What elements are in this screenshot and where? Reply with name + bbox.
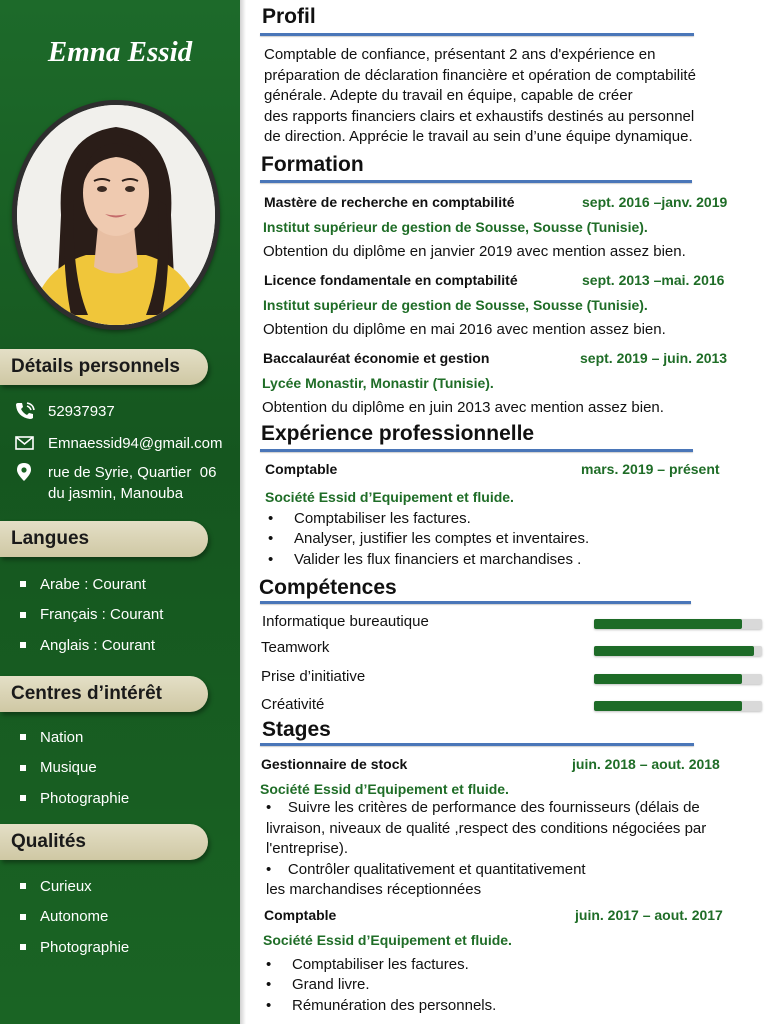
skill-label: Créativité: [261, 696, 325, 713]
skill-bar: [594, 701, 762, 711]
skill-label: Teamwork: [261, 639, 330, 656]
list-item: Anglais : Courant: [20, 630, 163, 661]
stage-company: Société Essid d’Equipement et fluide.: [260, 781, 509, 797]
experience-company: Société Essid d’Equipement et fluide.: [265, 489, 514, 505]
sidebar-shadow: [240, 0, 246, 1024]
degree-dates: sept. 2016 –janv. 2019: [582, 194, 728, 210]
degree-dates: sept. 2019 – juin. 2013: [580, 350, 728, 366]
institution: Institut supérieur de gestion de Sousse, Sousse (Tunisie).: [263, 297, 648, 313]
main-content: [252, 0, 762, 1024]
skill-bar-fill: [594, 619, 742, 629]
experience-role: Comptable: [265, 461, 338, 477]
stage-dates: juin. 2018 – aout. 2018: [572, 756, 720, 772]
degree-note: Obtention du diplôme en janvier 2019 avec mention assez bien.: [263, 243, 686, 260]
experience-heading: Expérience professionnelle: [261, 422, 535, 445]
skill-bar-fill: [594, 646, 754, 656]
list-item: Curieux: [20, 871, 129, 902]
interests-heading: Centres d’intérêt: [0, 676, 208, 712]
skill-bar-fill: [594, 674, 742, 684]
list-item: • Grand livre.: [266, 976, 370, 994]
email-address[interactable]: Emnaessid94@gmail.com: [48, 435, 223, 452]
institution: Lycée Monastir, Monastir (Tunisie).: [262, 375, 494, 391]
qualities-heading: Qualités: [0, 824, 208, 860]
skill-bar-fill: [594, 701, 742, 711]
list-item: Français : Courant: [20, 600, 163, 631]
address-line-2: du jasmin, Manouba: [48, 485, 184, 502]
stage-tasks: [262, 954, 496, 1016]
address-line-1: rue de Syrie, Quartier 06: [48, 464, 217, 481]
languages-heading: Langues: [0, 521, 208, 557]
stage-role: Gestionnaire de stock: [261, 756, 408, 772]
interests-list: [20, 722, 129, 814]
list-item: Arabe : Courant: [20, 569, 163, 600]
degree-title: Baccalauréat économie et gestion: [263, 350, 490, 366]
skill-label: Informatique bureautique: [262, 613, 429, 630]
section-rule: [260, 743, 694, 746]
profile-photo: [17, 105, 215, 325]
experience-dates: mars. 2019 – présent: [581, 461, 720, 477]
candidate-name: Emna Essid: [47, 36, 193, 68]
stage-dates: juin. 2017 – aout. 2017: [575, 907, 723, 923]
degree-dates: sept. 2013 –mai. 2016: [582, 272, 725, 288]
phone-icon: [14, 401, 36, 421]
profil-heading: Profil: [262, 5, 316, 28]
stage-company: Société Essid d’Equipement et fluide.: [263, 932, 512, 948]
formation-heading: Formation: [261, 153, 364, 176]
address: [48, 462, 216, 504]
address-row: [14, 462, 216, 504]
list-item: • Valider les flux financiers et marchandises .: [268, 550, 582, 568]
experience-tasks: [264, 508, 589, 570]
section-rule: [260, 601, 691, 604]
personal-details-heading: Détails personnels: [0, 349, 208, 385]
stages-heading: Stages: [262, 718, 331, 741]
degree-note: Obtention du diplôme en mai 2016 avec mention assez bien.: [263, 321, 666, 338]
list-item: Nation: [20, 722, 129, 753]
section-rule: [260, 180, 692, 183]
location-icon: [14, 462, 36, 482]
languages-list: [20, 569, 163, 661]
email-icon: [14, 433, 36, 453]
list-item: Autonome: [20, 902, 129, 933]
list-item: • Analyser, justifier les comptes et inventaires.: [268, 530, 590, 548]
profil-text: Comptable de confiance, présentant 2 ans d'expérience en préparation de déclaration financière et opération de comptabilité générale. Adepte du travail en équipe, capable de créer des rapports financiers clairs et exhaustifs destinés au personnel de direction. Apprécie le travail au sein d’une équipe dynamique.: [264, 46, 696, 145]
skill-bar: [594, 646, 762, 656]
phone-row: [14, 401, 115, 422]
stage-description: • Suivre les critères de performance des fournisseurs (délais de livraison, niveaux de qualité ,respect des conditions négociées par l'entreprise). • Contrôler qualitativement et quantitativement les marchandises réceptionnées: [266, 799, 707, 898]
institution: Institut supérieur de gestion de Sousse, Sousse (Tunisie).: [263, 219, 648, 235]
section-rule: [260, 449, 693, 452]
skill-bar: [594, 619, 762, 629]
email-row: [14, 433, 222, 454]
stage-role: Comptable: [264, 907, 337, 923]
list-item: • Comptabiliser les factures.: [266, 955, 469, 973]
sidebar: [0, 0, 240, 1024]
degree-title: Mastère de recherche en comptabilité: [264, 194, 515, 210]
skill-bar: [594, 674, 762, 684]
section-rule: [260, 33, 694, 36]
qualities-list: [20, 871, 129, 963]
list-item: • Rémunération des personnels.: [266, 996, 497, 1014]
list-item: Photographie: [20, 932, 129, 963]
degree-note: Obtention du diplôme en juin 2013 avec mention assez bien.: [262, 399, 664, 416]
list-item: Photographie: [20, 783, 129, 814]
skill-label: Prise d’initiative: [261, 668, 366, 685]
list-item: • Comptabiliser les factures.: [268, 509, 471, 527]
competences-heading: Compétences: [259, 576, 397, 599]
phone-number: 52937937: [48, 403, 115, 420]
list-item: Musique: [20, 753, 129, 784]
profile-photo-frame: [12, 100, 220, 330]
degree-title: Licence fondamentale en comptabilité: [264, 272, 518, 288]
